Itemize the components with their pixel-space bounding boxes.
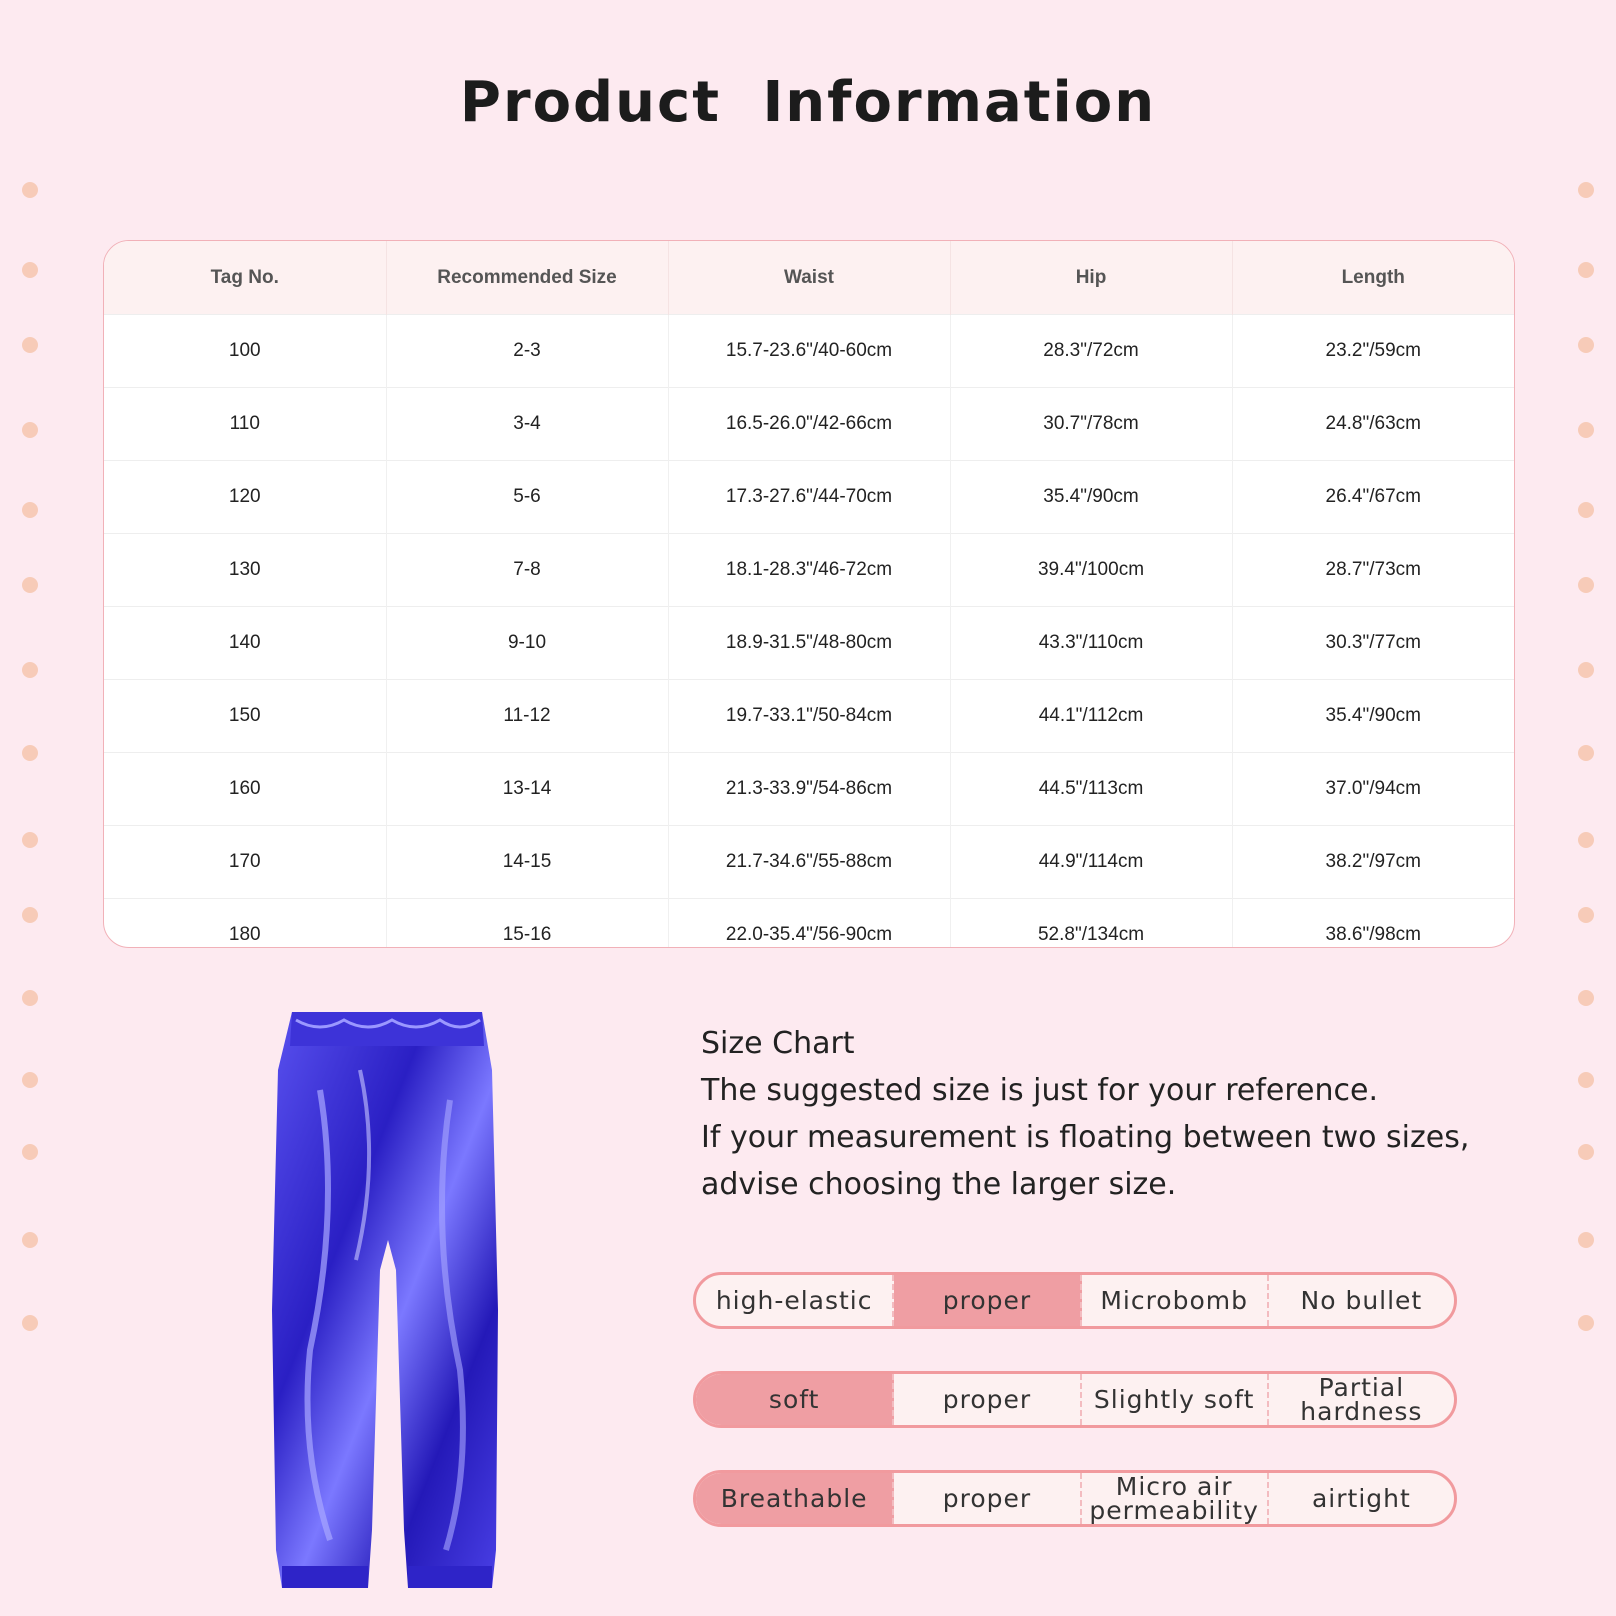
feature-option-selected: soft [696, 1374, 894, 1425]
table-body [104, 315, 1514, 949]
table-cell: 28.3"/72cm [950, 315, 1232, 388]
feature-option: airtight [1311, 1483, 1411, 1513]
table-cell: 24.8"/63cm [1232, 388, 1514, 461]
table-cell: 130 [104, 534, 386, 607]
table-cell: 2-3 [386, 315, 668, 388]
table-cell: 13-14 [386, 753, 668, 826]
decorative-dot [22, 502, 38, 518]
size-description [701, 1020, 1501, 1208]
table-cell: 28.7"/73cm [1232, 534, 1514, 607]
table-cell: 19.7-33.1"/50-84cm [668, 680, 950, 753]
table-cell: 52.8"/134cm [950, 899, 1232, 949]
table-cell: 43.3"/110cm [950, 607, 1232, 680]
table-cell: 9-10 [386, 607, 668, 680]
feature-option: Partial hardness [1300, 1372, 1423, 1426]
description-heading: Size Chart [701, 1026, 855, 1061]
decorative-dot [22, 1144, 38, 1160]
decorative-dots-right [1576, 182, 1596, 1382]
decorative-dot [22, 832, 38, 848]
table-cell: 160 [104, 753, 386, 826]
decorative-dot [1578, 182, 1594, 198]
feature-option: Micro air permeability [1082, 1473, 1269, 1524]
table-cell: 180 [104, 899, 386, 949]
decorative-dot [1578, 262, 1594, 278]
feature-option-selected: Breathable [696, 1473, 894, 1524]
table-cell: 38.2"/97cm [1232, 826, 1514, 899]
decorative-dot [1578, 1232, 1594, 1248]
decorative-dot [22, 577, 38, 593]
table-cell: 3-4 [386, 388, 668, 461]
table-cell: 26.4"/67cm [1232, 461, 1514, 534]
decorative-dots-left [20, 182, 40, 1382]
feature-option: Microbomb [1082, 1275, 1269, 1326]
table-row [104, 461, 1514, 534]
table-cell: 38.6"/98cm [1232, 899, 1514, 949]
table-cell: 150 [104, 680, 386, 753]
decorative-dot [1578, 832, 1594, 848]
table-cell: 22.0-35.4"/56-90cm [668, 899, 950, 949]
decorative-dot [1578, 1315, 1594, 1331]
table-cell: 100 [104, 315, 386, 388]
decorative-dot [1578, 745, 1594, 761]
table-cell: 140 [104, 607, 386, 680]
feature-option: proper [894, 1473, 1081, 1524]
table-row [104, 826, 1514, 899]
table-row [104, 315, 1514, 388]
table-row [104, 899, 1514, 949]
table-cell: 44.1"/112cm [950, 680, 1232, 753]
column-header: Length [1232, 241, 1514, 315]
decorative-dot [1578, 662, 1594, 678]
decorative-dot [1578, 1144, 1594, 1160]
table-cell: 35.4"/90cm [1232, 680, 1514, 753]
table-cell: 37.0"/94cm [1232, 753, 1514, 826]
table-row [104, 388, 1514, 461]
feature-option: No bullet [1300, 1285, 1423, 1315]
table-cell: 21.3-33.9"/54-86cm [668, 753, 950, 826]
table-cell: 44.9"/114cm [950, 826, 1232, 899]
table-row [104, 534, 1514, 607]
decorative-dot [1578, 502, 1594, 518]
column-header: Hip [950, 241, 1232, 315]
description-line: advise choosing the larger size. [701, 1167, 1177, 1202]
column-header: Tag No. [104, 241, 386, 315]
table-cell: 16.5-26.0"/42-66cm [668, 388, 950, 461]
decorative-dot [22, 337, 38, 353]
table-cell: 110 [104, 388, 386, 461]
column-header: Recommended Size [386, 241, 668, 315]
table-cell: 120 [104, 461, 386, 534]
decorative-dot [22, 262, 38, 278]
table-cell: 5-6 [386, 461, 668, 534]
decorative-dot [1578, 990, 1594, 1006]
decorative-dot [22, 1072, 38, 1088]
table-cell: 17.3-27.6"/44-70cm [668, 461, 950, 534]
decorative-dot [1578, 577, 1594, 593]
decorative-dot [22, 422, 38, 438]
table-cell: 11-12 [386, 680, 668, 753]
feature-scale [693, 1272, 1457, 1329]
table-cell: 30.3"/77cm [1232, 607, 1514, 680]
table-cell: 18.1-28.3"/46-72cm [668, 534, 950, 607]
feature-scale [693, 1371, 1457, 1428]
decorative-dot [22, 1232, 38, 1248]
decorative-dot [22, 745, 38, 761]
feature-option: Slightly soft [1082, 1374, 1269, 1425]
table-cell: 44.5"/113cm [950, 753, 1232, 826]
decorative-dot [1578, 422, 1594, 438]
description-line: The suggested size is just for your reference. [701, 1073, 1378, 1108]
table-cell: 15-16 [386, 899, 668, 949]
table-cell: 15.7-23.6"/40-60cm [668, 315, 950, 388]
feature-scale [693, 1470, 1457, 1527]
table-cell: 18.9-31.5"/48-80cm [668, 607, 950, 680]
table-row [104, 607, 1514, 680]
table-row [104, 680, 1514, 753]
description-line: If your measurement is floating between two sizes, [701, 1120, 1470, 1155]
table-cell: 30.7"/78cm [950, 388, 1232, 461]
table-cell: 23.2"/59cm [1232, 315, 1514, 388]
decorative-dot [1578, 907, 1594, 923]
column-header: Waist [668, 241, 950, 315]
feature-option: proper [894, 1374, 1081, 1425]
decorative-dot [22, 990, 38, 1006]
table-cell: 14-15 [386, 826, 668, 899]
feature-option: high-elastic [696, 1275, 894, 1326]
decorative-dot [22, 182, 38, 198]
table-cell: 7-8 [386, 534, 668, 607]
table-row [104, 753, 1514, 826]
decorative-dot [22, 662, 38, 678]
decorative-dot [1578, 337, 1594, 353]
table-cell: 170 [104, 826, 386, 899]
decorative-dot [1578, 1072, 1594, 1088]
table-cell: 21.7-34.6"/55-88cm [668, 826, 950, 899]
table-header-row [104, 241, 1514, 315]
size-table [103, 240, 1515, 948]
decorative-dot [22, 907, 38, 923]
page-title: Product Information [459, 70, 1157, 135]
table-cell: 39.4"/100cm [950, 534, 1232, 607]
decorative-dot [22, 1315, 38, 1331]
feature-option-selected: proper [894, 1275, 1081, 1326]
pants-image [260, 1010, 520, 1600]
table-cell: 35.4"/90cm [950, 461, 1232, 534]
